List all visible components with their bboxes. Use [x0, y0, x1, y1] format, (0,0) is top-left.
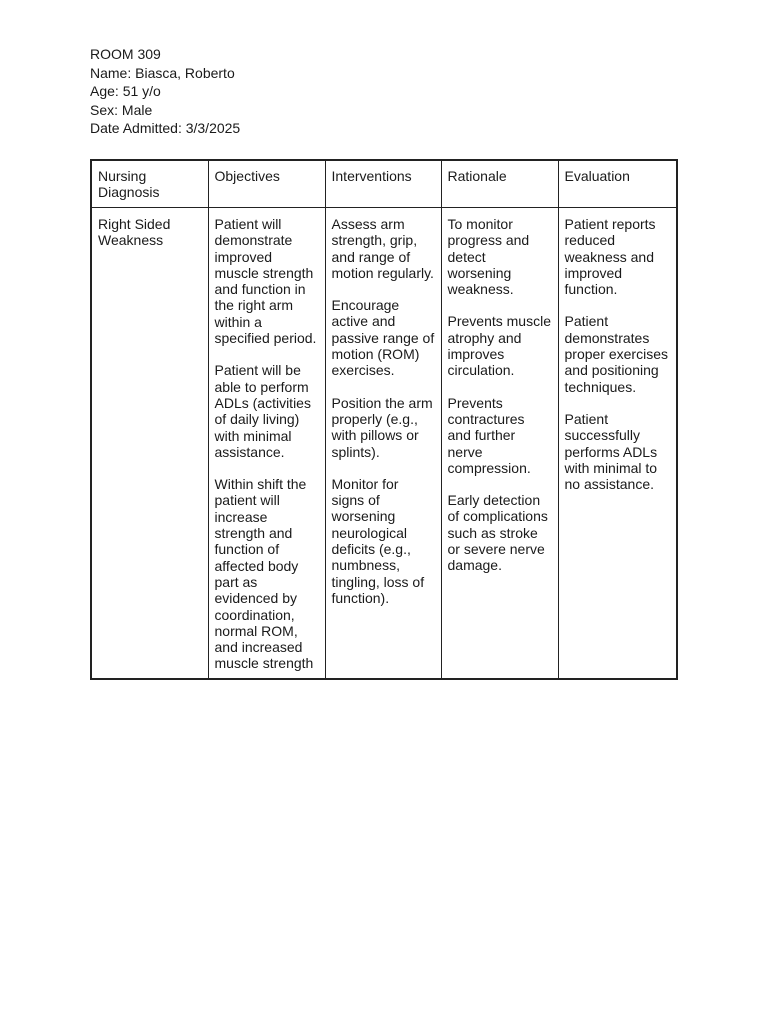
- objective-item: Patient will demonstrate improved muscle strength and function in the right arm within a specified period.: [214, 216, 317, 347]
- patient-info: [90, 45, 240, 138]
- table-header-row: [91, 160, 677, 208]
- intervention-item: Encourage active and passive range of motion (ROM) exercises.: [331, 297, 435, 379]
- evaluation-item: Patient successfully performs ADLs with minimal to no assistance.: [564, 410, 658, 493]
- rationale-item: Prevents contractures and further nerve compression.: [447, 394, 531, 476]
- nursing-care-plan-table: [90, 159, 678, 680]
- header-objectives: Objectives: [208, 160, 325, 208]
- cell-rationale: [441, 208, 558, 679]
- patient-age: Age: 51 y/o: [90, 83, 161, 99]
- objective-item: Patient will be able to perform ADLs (activities of daily living) with minimal assistance.: [214, 362, 311, 460]
- intervention-item: Assess arm strength, grip, and range of motion regularly.: [331, 216, 434, 281]
- header-evaluation: Evaluation: [558, 160, 677, 208]
- room-number: ROOM 309: [90, 46, 161, 62]
- cell-interventions: [325, 208, 441, 679]
- intervention-item: Position the arm properly (e.g., with pillows or splints).: [331, 394, 433, 460]
- intervention-item: Monitor for signs of worsening neurological deficits (e.g., numbness, tingling, loss of function).: [331, 475, 425, 606]
- date-admitted: Date Admitted: 3/3/2025: [90, 120, 241, 136]
- rationale-item: Prevents muscle atrophy and improves circulation.: [447, 313, 551, 379]
- diagnosis-text: Right Sided Weakness: [98, 216, 171, 249]
- rationale-item: To monitor progress and detect worsening weakness.: [447, 216, 530, 298]
- header-nursing-diagnosis: Nursing Diagnosis: [91, 160, 208, 208]
- cell-evaluation: [558, 208, 677, 679]
- cell-nursing-diagnosis: [91, 208, 208, 679]
- header-rationale: Rationale: [441, 160, 558, 208]
- rationale-item: Early detection of complications such as stroke or severe nerve damage.: [447, 492, 548, 574]
- table-row: [91, 208, 677, 679]
- patient-sex: Sex: Male: [90, 101, 153, 118]
- header-interventions: Interventions: [325, 160, 441, 208]
- evaluation-item: Patient demonstrates proper exercises and positioning techniques.: [564, 313, 668, 395]
- evaluation-item: Patient reports reduced weakness and improved function.: [564, 216, 656, 298]
- cell-objectives: [208, 208, 325, 679]
- objective-item: Within shift the patient will increase strength and function of affected body part as evidenced by coordination, normal ROM, and increased muscle strength: [214, 476, 314, 672]
- patient-name: Name: Biasca, Roberto: [90, 64, 235, 81]
